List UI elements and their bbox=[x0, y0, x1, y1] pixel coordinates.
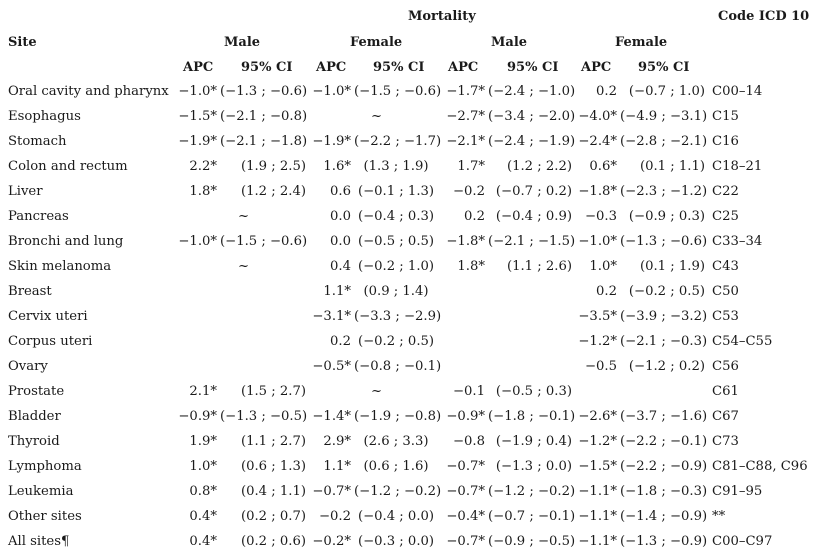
ci-cell: (−2.4 ; −1.9) bbox=[488, 134, 576, 149]
ci-cell: (−3.3 ; −2.9) bbox=[354, 309, 442, 324]
site-header: Site bbox=[8, 35, 37, 50]
ci-col-header: 95% CI bbox=[373, 60, 425, 75]
site-cell: Stomach bbox=[8, 134, 67, 149]
apc-cell: −0.9* bbox=[446, 409, 485, 424]
apc-cell: 1.1* bbox=[323, 284, 351, 299]
ci-cell: (−2.2 ; −1.7) bbox=[354, 134, 442, 149]
apc-col-header: APC bbox=[581, 60, 612, 75]
apc-cell: −0.3 bbox=[584, 209, 617, 224]
ci-cell: (−0.2 ; 0.5) bbox=[357, 334, 435, 349]
apc-cell: −0.5 bbox=[584, 359, 617, 374]
icd-code-cell: C91–95 bbox=[712, 484, 763, 499]
apc-cell: 0.0 bbox=[330, 234, 351, 249]
ci-cell: (1.2 ; 2.2) bbox=[506, 159, 572, 174]
ci-cell: (1.3 ; 1.9) bbox=[363, 159, 429, 174]
site-cell: Ovary bbox=[8, 359, 48, 374]
female-group-header-2: Female bbox=[615, 35, 668, 50]
ci-cell: (−3.4 ; −2.0) bbox=[488, 109, 576, 124]
ci-cell: (−2.2 ; −0.1) bbox=[620, 434, 708, 449]
ci-cell: (2.6 ; 3.3) bbox=[363, 434, 429, 449]
ci-cell: (−2.1 ; −0.3) bbox=[620, 334, 708, 349]
ci-cell: ~ bbox=[371, 384, 383, 399]
ci-cell: (−0.5 ; 0.3) bbox=[495, 384, 572, 399]
apc-cell: −3.1* bbox=[312, 309, 351, 324]
site-cell: Thyroid bbox=[8, 434, 60, 449]
apc-cell: 1.7* bbox=[457, 159, 485, 174]
ci-cell: (−2.2 ; −0.9) bbox=[620, 459, 708, 474]
ci-col-header: 95% CI bbox=[507, 60, 559, 75]
male-group-header-1: Male bbox=[224, 35, 261, 50]
apc-cell: 1.0* bbox=[589, 259, 617, 274]
apc-cell: 1.0* bbox=[189, 459, 217, 474]
apc-cell: 0.4* bbox=[189, 509, 217, 524]
site-cell: Pancreas bbox=[8, 209, 69, 224]
apc-cell: −1.2* bbox=[578, 434, 617, 449]
ci-cell: (−0.7 ; 1.0) bbox=[628, 84, 705, 99]
ci-cell: (−0.1 ; 1.3) bbox=[357, 184, 435, 199]
apc-cell: −1.0* bbox=[178, 234, 217, 249]
ci-cell: (0.9 ; 1.4) bbox=[363, 284, 429, 299]
ci-cell: (1.2 ; 2.4) bbox=[240, 184, 306, 199]
ci-cell: (−1.8 ; −0.1) bbox=[488, 409, 576, 424]
site-cell: Oral cavity and pharynx bbox=[8, 84, 169, 99]
ci-cell: (−1.5 ; −0.6) bbox=[354, 84, 442, 99]
ci-cell: (−4.9 ; −3.1) bbox=[620, 109, 708, 124]
ci-cell: (0.1 ; 1.9) bbox=[639, 259, 705, 274]
ci-cell: ~ bbox=[371, 109, 383, 124]
code-icd-header: Code ICD 10 bbox=[718, 9, 810, 24]
apc-cell: 0.6* bbox=[589, 159, 617, 174]
icd-code-cell: C33–34 bbox=[712, 234, 763, 249]
apc-cell: −1.9* bbox=[178, 134, 217, 149]
apc-cell: −0.4* bbox=[446, 509, 485, 524]
apc-col-header: APC bbox=[316, 60, 347, 75]
ci-cell: (−1.3 ; −0.9) bbox=[620, 534, 708, 549]
apc-cell: −1.1* bbox=[578, 484, 617, 499]
ci-cell: (1.1 ; 2.6) bbox=[506, 259, 572, 274]
ci-cell: (−1.2 ; 0.2) bbox=[628, 359, 705, 374]
apc-cell: −1.1* bbox=[578, 534, 617, 549]
ci-cell: (−1.2 ; −0.2) bbox=[354, 484, 442, 499]
apc-cell: −0.5* bbox=[312, 359, 351, 374]
apc-cell: 0.4 bbox=[330, 259, 351, 274]
ci-cell: (−0.9 ; −0.5) bbox=[488, 534, 576, 549]
ci-cell: (−1.3 ; −0.6) bbox=[620, 234, 708, 249]
ci-cell: (−0.4 ; 0.3) bbox=[357, 209, 435, 224]
apc-cell: 2.9* bbox=[323, 434, 351, 449]
site-cell: Prostate bbox=[8, 384, 65, 399]
icd-code-cell: C43 bbox=[712, 259, 739, 274]
site-cell: Bronchi and lung bbox=[8, 234, 124, 249]
ci-cell: (−0.5 ; 0.5) bbox=[357, 234, 435, 249]
apc-cell: 0.6 bbox=[330, 184, 351, 199]
apc-cell: −0.7* bbox=[446, 484, 485, 499]
apc-cell: −0.7* bbox=[446, 459, 485, 474]
icd-code-cell: C56 bbox=[712, 359, 739, 374]
apc-cell: −0.2 bbox=[318, 509, 351, 524]
apc-cell: −0.2 bbox=[452, 184, 485, 199]
icd-code-cell: C53 bbox=[712, 309, 739, 324]
ci-cell: (1.1 ; 2.7) bbox=[240, 434, 306, 449]
apc-cell: −3.5* bbox=[578, 309, 617, 324]
mortality-header: Mortality bbox=[408, 9, 476, 24]
ci-cell: (−1.3 ; −0.5) bbox=[220, 409, 308, 424]
apc-cell: −1.5* bbox=[578, 459, 617, 474]
apc-cell: 2.1* bbox=[189, 384, 217, 399]
apc-cell: 1.8* bbox=[189, 184, 217, 199]
ci-cell: (−3.9 ; −3.2) bbox=[620, 309, 708, 324]
icd-code-cell: C18–21 bbox=[712, 159, 763, 174]
icd-code-cell: C73 bbox=[712, 434, 739, 449]
female-group-header-1: Female bbox=[350, 35, 403, 50]
apc-cell: 0.2 bbox=[464, 209, 485, 224]
apc-cell: −1.4* bbox=[312, 409, 351, 424]
apc-cell: 1.6* bbox=[323, 159, 351, 174]
ci-cell: (−2.1 ; −0.8) bbox=[220, 109, 308, 124]
site-cell: Cervix uteri bbox=[8, 309, 88, 324]
ci-cell: (−0.8 ; −0.1) bbox=[354, 359, 442, 374]
ci-cell: (0.4 ; 1.1) bbox=[240, 484, 306, 499]
ci-cell: (−3.7 ; −1.6) bbox=[620, 409, 708, 424]
apc-cell: 0.0 bbox=[330, 209, 351, 224]
ci-cell: (−1.4 ; −0.9) bbox=[620, 509, 708, 524]
site-cell: Liver bbox=[8, 184, 43, 199]
ci-cell: ~ bbox=[238, 259, 250, 274]
icd-code-cell: C25 bbox=[712, 209, 739, 224]
ci-cell: (−2.1 ; −1.8) bbox=[220, 134, 308, 149]
ci-cell: (−1.5 ; −0.6) bbox=[220, 234, 308, 249]
apc-cell: −2.7* bbox=[446, 109, 485, 124]
icd-code-cell: C54–C55 bbox=[712, 334, 773, 349]
male-group-header-2: Male bbox=[491, 35, 528, 50]
apc-cell: −1.0* bbox=[578, 234, 617, 249]
apc-cell: −1.9* bbox=[312, 134, 351, 149]
apc-cell: −1.0* bbox=[178, 84, 217, 99]
ci-cell: (1.5 ; 2.7) bbox=[240, 384, 306, 399]
ci-cell: (−0.2 ; 1.0) bbox=[357, 259, 435, 274]
ci-cell: ~ bbox=[238, 209, 250, 224]
ci-cell: (−2.1 ; −1.5) bbox=[488, 234, 576, 249]
icd-code-cell: C50 bbox=[712, 284, 739, 299]
ci-cell: (0.2 ; 0.7) bbox=[240, 509, 306, 524]
site-cell: Lymphoma bbox=[8, 459, 82, 474]
apc-cell: −0.2* bbox=[312, 534, 351, 549]
apc-cell: −1.8* bbox=[446, 234, 485, 249]
apc-cell: −0.7* bbox=[312, 484, 351, 499]
site-cell: Colon and rectum bbox=[8, 159, 128, 174]
apc-cell: 2.2* bbox=[189, 159, 217, 174]
site-cell: Leukemia bbox=[8, 484, 74, 499]
site-cell: Other sites bbox=[8, 509, 82, 524]
apc-cell: −0.7* bbox=[446, 534, 485, 549]
apc-cell: −2.4* bbox=[578, 134, 617, 149]
apc-cell: 0.2 bbox=[596, 84, 617, 99]
apc-cell: 0.2 bbox=[596, 284, 617, 299]
ci-cell: (−0.4 ; 0.9) bbox=[495, 209, 572, 224]
icd-code-cell: C61 bbox=[712, 384, 739, 399]
apc-cell: −1.2* bbox=[578, 334, 617, 349]
icd-code-cell: C00–14 bbox=[712, 84, 763, 99]
apc-cell: −0.8 bbox=[452, 434, 485, 449]
ci-cell: (0.6 ; 1.3) bbox=[240, 459, 306, 474]
site-cell: Esophagus bbox=[8, 109, 81, 124]
site-cell: Bladder bbox=[8, 409, 61, 424]
apc-cell: 1.1* bbox=[323, 459, 351, 474]
icd-code-cell: C16 bbox=[712, 134, 739, 149]
site-cell: All sites¶ bbox=[8, 534, 70, 549]
ci-cell: (−1.8 ; −0.3) bbox=[620, 484, 708, 499]
icd-code-cell: C15 bbox=[712, 109, 739, 124]
apc-cell: −1.5* bbox=[178, 109, 217, 124]
apc-cell: 0.4* bbox=[189, 534, 217, 549]
ci-cell: (−1.9 ; 0.4) bbox=[495, 434, 572, 449]
icd-code-cell: C00–C97 bbox=[712, 534, 773, 549]
ci-cell: (−0.7 ; −0.1) bbox=[488, 509, 576, 524]
apc-cell: −1.7* bbox=[446, 84, 485, 99]
icd-code-cell: C67 bbox=[712, 409, 739, 424]
ci-cell: (−0.3 ; 0.0) bbox=[357, 534, 435, 549]
apc-cell: 0.8* bbox=[189, 484, 217, 499]
ci-col-header: 95% CI bbox=[241, 60, 293, 75]
ci-cell: (−1.2 ; −0.2) bbox=[488, 484, 576, 499]
site-cell: Corpus uteri bbox=[8, 334, 93, 349]
ci-cell: (−2.3 ; −1.2) bbox=[620, 184, 708, 199]
apc-cell: 0.2 bbox=[330, 334, 351, 349]
ci-cell: (0.1 ; 1.1) bbox=[639, 159, 705, 174]
apc-cell: −0.9* bbox=[178, 409, 217, 424]
ci-cell: (0.2 ; 0.6) bbox=[240, 534, 306, 549]
ci-col-header: 95% CI bbox=[638, 60, 690, 75]
ci-cell: (−1.3 ; −0.6) bbox=[220, 84, 308, 99]
apc-cell: 1.9* bbox=[189, 434, 217, 449]
ci-cell: (−0.4 ; 0.0) bbox=[357, 509, 435, 524]
apc-cell: −4.0* bbox=[578, 109, 617, 124]
apc-cell: −2.1* bbox=[446, 134, 485, 149]
apc-cell: −1.8* bbox=[578, 184, 617, 199]
ci-cell: (1.9 ; 2.5) bbox=[240, 159, 306, 174]
ci-cell: (−0.7 ; 0.2) bbox=[495, 184, 572, 199]
apc-col-header: APC bbox=[183, 60, 214, 75]
apc-cell: −2.6* bbox=[578, 409, 617, 424]
apc-cell: −1.0* bbox=[312, 84, 351, 99]
ci-cell: (−2.4 ; −1.0) bbox=[488, 84, 576, 99]
apc-cell: −0.1 bbox=[452, 384, 485, 399]
icd-code-cell: ** bbox=[712, 509, 726, 524]
ci-cell: (−1.3 ; 0.0) bbox=[495, 459, 572, 474]
ci-cell: (−1.9 ; −0.8) bbox=[354, 409, 442, 424]
site-cell: Breast bbox=[8, 284, 52, 299]
ci-cell: (−0.9 ; 0.3) bbox=[628, 209, 705, 224]
site-cell: Skin melanoma bbox=[8, 259, 112, 274]
ci-cell: (−2.8 ; −2.1) bbox=[620, 134, 708, 149]
ci-cell: (−0.2 ; 0.5) bbox=[628, 284, 705, 299]
icd-code-cell: C81–C88, C96 bbox=[712, 459, 808, 474]
icd-code-cell: C22 bbox=[712, 184, 739, 199]
ci-cell: (0.6 ; 1.6) bbox=[363, 459, 429, 474]
apc-cell: 1.8* bbox=[457, 259, 485, 274]
apc-col-header: APC bbox=[448, 60, 479, 75]
apc-cell: −1.1* bbox=[578, 509, 617, 524]
